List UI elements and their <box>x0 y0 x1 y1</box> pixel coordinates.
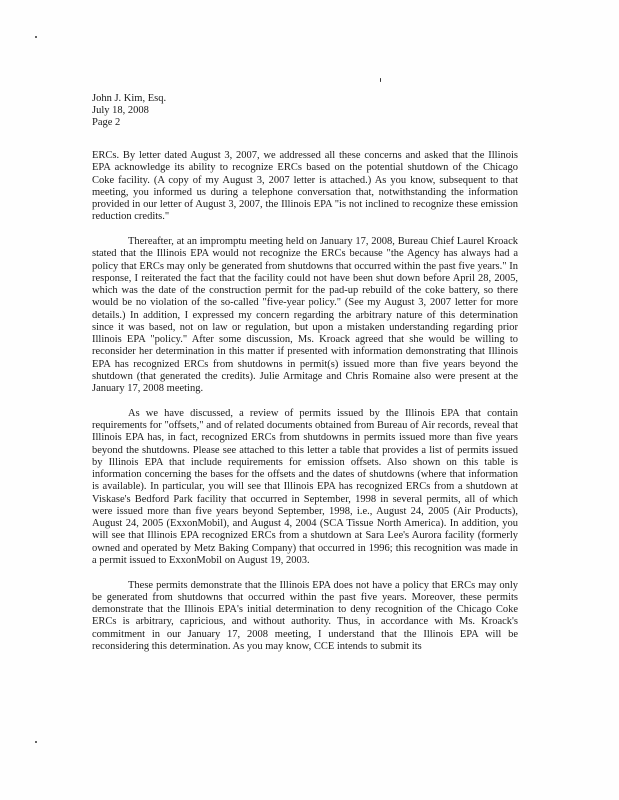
scan-speck <box>35 36 37 38</box>
letter-header <box>92 93 166 129</box>
paragraph: As we have discussed, a review of permits issued by the Illinois EPA that contain requirements for "offsets," and of related documents obtained from Bureau of Air records, reveal that Illinois EPA has, in fact, recognized ERCs from shutdowns in permits issued more than five years beyond the shutdowns. Please see attached to this letter a table that provides a list of permits issued by Illinois EPA that include requirements for emission offsets. Also shown on this table is information concerning the bases for the offsets and the dates of shutdowns (where that information is available). In particular, you will see that Illinois EPA has recognized ERCs from a shutdown at Viskase's Bedford Park facility that occurred in September, 1998 in several permits, all of which were issued more than five years beyond September, 1998, i.e., August 24, 2005 (Air Products), August 24, 2005 (ExxonMobil), and August 4, 2004 (SCA Tissue North America). In addition, you will see that Illinois EPA recognized ERCs from a shutdown at Sara Lee's Aurora facility (formerly owned and operated by Metz Baking Company) that occurred in 1996; this recognition was made in a permit issued to ExxonMobil on August 19, 2003. <box>92 407 518 566</box>
letter-date: July 18, 2008 <box>92 105 149 116</box>
paragraph: ERCs. By letter dated August 3, 2007, we addressed all these concerns and asked that the Illinois EPA acknowledge its ability to recognize ERCs based on the potential shutdown of the Chicago Coke facility. (A copy of my August 3, 2007 letter is attached.) As you know, subsequent to that meeting, you informed us during a telephone conversation that, notwithstanding the information provided in our letter of August 3, 2007, the Illinois EPA "is not inclined to recognize these emission reduction credits." <box>92 150 518 223</box>
recipient-name: John J. Kim, Esq. <box>92 93 167 104</box>
paragraph: Thereafter, at an impromptu meeting held on January 17, 2008, Bureau Chief Laurel Kroack stated that the Illinois EPA would not recognize the ERCs because "the Agency has always had a policy that ERCs may only be generated from shutdowns that occurred within the past five years." In response, I reiterated the fact that the facility could not have been shut down before April 28, 2005, which was the date of the construction permit for the pad-up rebuild of the coke battery, so there would be no violation of the so-called "five-year policy." (See my August 3, 2007 letter for more details.) In addition, I expressed my concern regarding the arbitrary nature of this determination since it was based, not on law or regulation, but upon a mistaken understanding regarding prior Illinois EPA "policy." After some discussion, Ms. Kroack agreed that she would be willing to reconsider her determination in this matter if presented with information demonstrating that Illinois EPA has recognized ERCs from shutdowns in permit(s) issued more than five years beyond the shutdown (that generated the credits). Julie Armitage and Chris Romaine also were present at the January 17, 2008 meeting. <box>92 236 518 394</box>
page-number: Page 2 <box>92 117 121 128</box>
paragraph: These permits demonstrate that the Illinois EPA does not have a policy that ERCs may only be generated from shutdowns that occurred within the past five years. Moreover, these permits demonstrate that the Illinois EPA's initial determination to deny recognition of the Chicago Coke ERCs is arbitrary, capricious, and without authority. Thus, in accordance with Ms. Kroack's commitment in our January 17, 2008 meeting, I understand that the Illinois EPA will be reconsidering this determination. As you may know, CCE intends to submit its <box>92 579 518 652</box>
scan-speck <box>380 78 381 82</box>
letter-body <box>92 150 518 666</box>
scan-speck <box>35 741 37 743</box>
